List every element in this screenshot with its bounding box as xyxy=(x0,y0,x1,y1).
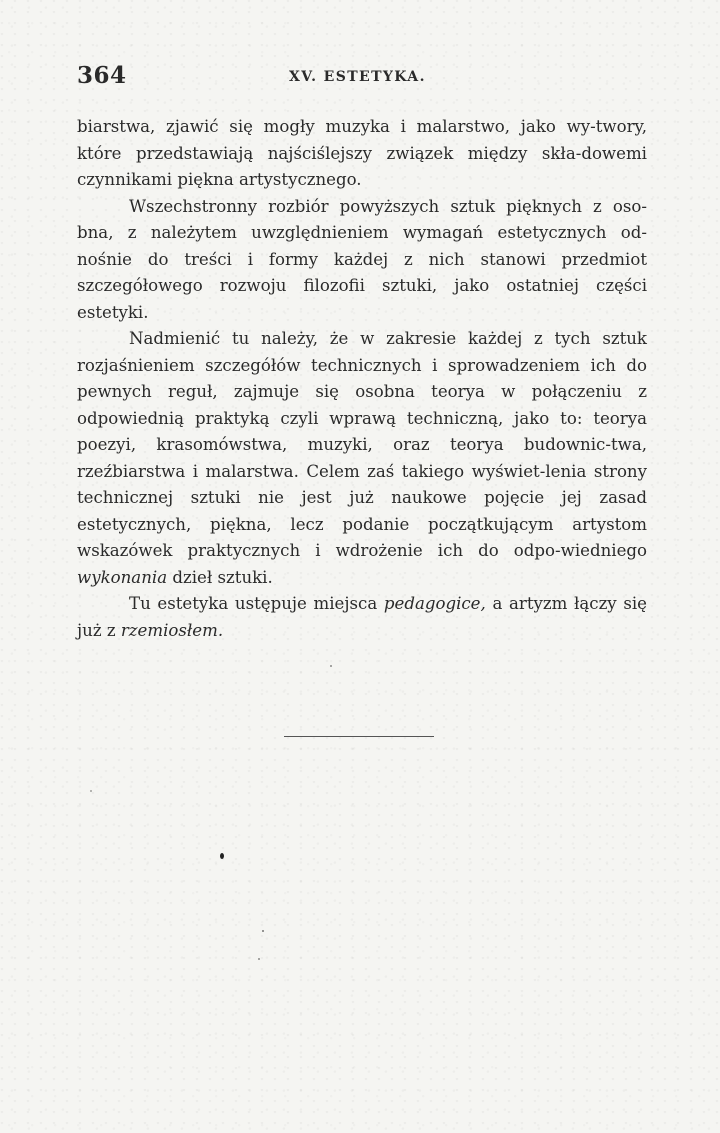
paragraph-text: dzieł sztuki. xyxy=(167,567,273,587)
italic-term-rzemioslem: rzemiosłem. xyxy=(120,620,224,640)
ink-speck xyxy=(90,790,92,792)
paragraph-3 xyxy=(77,326,647,591)
paragraph-text: Wszechstronny rozbiór powyższych sztuk pięknych z oso-bna, z należytem uwzględnieniem wymagań estetycznych od-nośnie do treści i formy każdej z nich stanowi przedmiot szczegółowego rozwoju filozofii sztuki, jako ostatniej części estetyki. xyxy=(77,196,647,322)
ink-speck xyxy=(220,853,224,859)
paragraph-text: biarstwa, zjawić się mogły muzyka i malarstwo, jako wy-twory, które przedstawiają najściślejszy związek między skła-dowemi czynnikami piękna artystycznego. xyxy=(77,117,647,189)
section-end-rule xyxy=(284,736,434,737)
paragraph-text: a artyzm łączy się już z xyxy=(77,594,647,640)
paragraph-text: Nadmienić tu należy, że w zakresie każdej z tych sztuk rozjaśnieniem szczegółów technicznych i sprowadzeniem ich do pewnych reguł, zajmuje się osobna teorya w połączeniu z odpowiednią praktyką czyli wprawą techniczną, jako to: teorya poezyi, krasomówstwa, muzyki, oraz teorya budownic-twa, rzeźbiarstwa i malarstwa. Celem zaś takiego wyświet-lenia strony technicznej sztuki nie jest już naukowe pojęcie jej zasad estetycznych, piękna, lecz podanie początkującym artystom wskazówek praktycznych i wdrożenie ich do odpo-wiedniego xyxy=(77,329,647,560)
page-number: 364 xyxy=(77,62,127,89)
paragraph-text: Tu estetyka ustępuje miejsca xyxy=(129,594,384,613)
running-head xyxy=(77,62,647,96)
paragraph-4 xyxy=(77,591,647,644)
paragraph-2 xyxy=(77,194,647,327)
ink-speck xyxy=(330,665,332,667)
ink-speck xyxy=(262,930,264,932)
paragraph-1 xyxy=(77,114,647,194)
italic-term-wykonania: wykonania xyxy=(77,567,168,587)
body-text xyxy=(77,114,647,644)
chapter-title: XV. ESTETYKA. xyxy=(289,69,426,85)
italic-term-pedagogice: pedagogice, xyxy=(383,594,486,613)
ink-speck xyxy=(258,958,260,960)
